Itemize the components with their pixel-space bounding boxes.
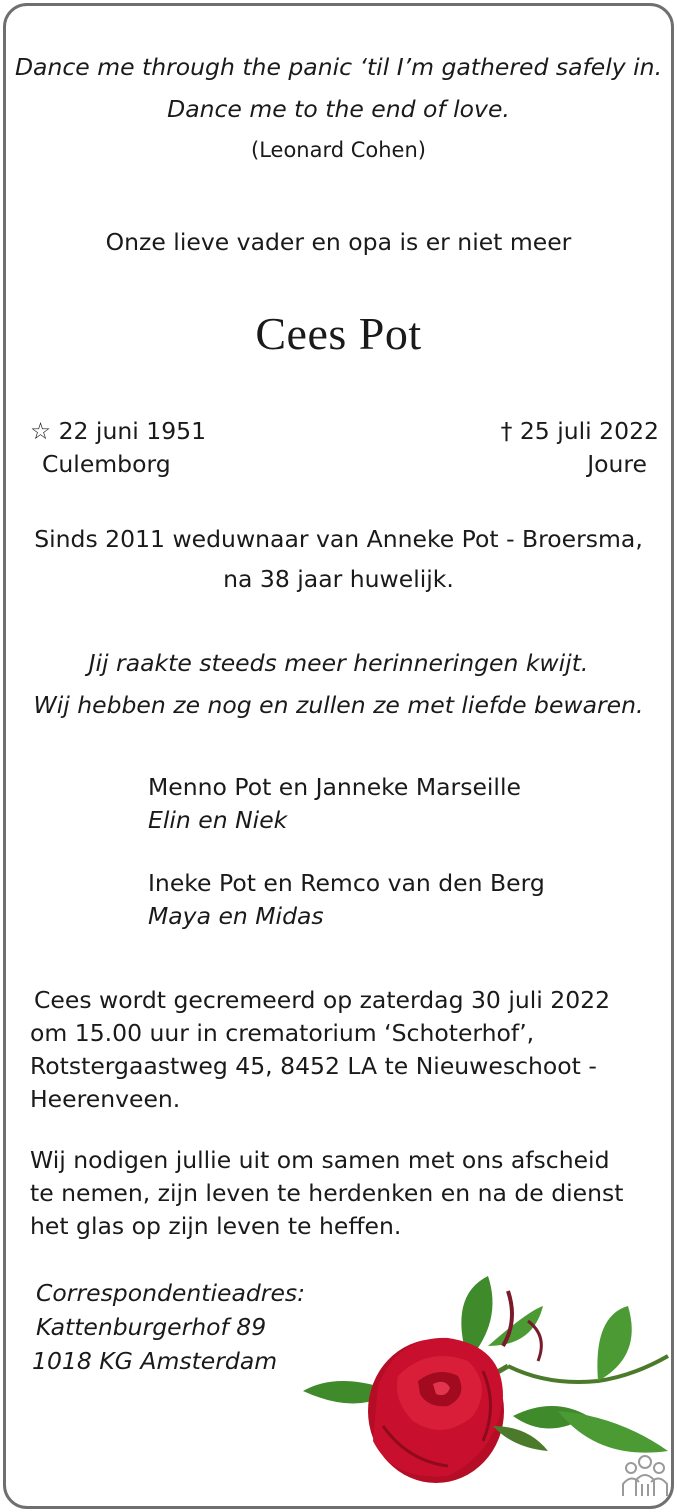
rose-icon bbox=[298, 1276, 671, 1501]
birth-date-text: 22 juni 1951 bbox=[58, 417, 207, 445]
correspondence-street: Kattenburgerhof 89 bbox=[36, 1313, 267, 1341]
invitation-line-2: te nemen, zijn leven te herdenken en na de dienst bbox=[30, 1179, 624, 1207]
family-children-2: Maya en Midas bbox=[148, 902, 324, 930]
death-date-text: 25 juli 2022 bbox=[519, 417, 659, 445]
cremation-line-2: om 15.00 uur in crematorium ‘Schoterhof’, bbox=[30, 1019, 535, 1047]
correspondence-label: Correspondentieadres: bbox=[36, 1279, 306, 1307]
birth-place: Culemborg bbox=[42, 450, 171, 478]
intro-text: Onze lieve vader en opa is er niet meer bbox=[105, 228, 572, 256]
memory-line-2: Wij hebben ze nog en zullen ze met liefde bewaren. bbox=[33, 691, 644, 719]
obituary-card bbox=[3, 3, 674, 1509]
family-children-1: Elin en Niek bbox=[148, 806, 288, 834]
memory-line-1: Jij raakte steeds meer herinneringen kwijt. bbox=[88, 649, 589, 677]
birth-date bbox=[30, 416, 206, 446]
quote-author: (Leonard Cohen) bbox=[251, 138, 426, 162]
cremation-line-4: Heerenveen. bbox=[30, 1085, 181, 1113]
invitation-line-3: het glas op zijn leven te heffen. bbox=[30, 1212, 402, 1240]
quote-line-1: Dance me through the panic ‘til I’m gathered safely in. bbox=[14, 53, 663, 81]
widower-line-2: na 38 jaar huwelijk. bbox=[223, 565, 454, 593]
cross-icon: † bbox=[500, 417, 513, 445]
family-parents-1: Menno Pot en Janneke Marseille bbox=[148, 773, 521, 801]
cremation-line-3: Rotstergaastweg 45, 8452 LA te Nieuweschoot - bbox=[30, 1052, 597, 1080]
death-place: Joure bbox=[587, 450, 647, 478]
star-icon: ☆ bbox=[30, 417, 52, 445]
widower-line-1: Sinds 2011 weduwnaar van Anneke Pot - Broersma, bbox=[34, 525, 643, 553]
deceased-name: Cees Pot bbox=[255, 308, 422, 359]
quote-line-2: Dance me to the end of love. bbox=[167, 95, 510, 123]
correspondence-city: 1018 KG Amsterdam bbox=[32, 1347, 278, 1375]
invitation-line-1: Wij nodigen jullie uit om samen met ons afscheid bbox=[30, 1146, 610, 1174]
cremation-line-1: Cees wordt gecremeerd op zaterdag 30 juli 2022 bbox=[34, 986, 611, 1014]
family-parents-2: Ineke Pot en Remco van den Berg bbox=[148, 869, 545, 897]
death-date bbox=[501, 416, 659, 446]
people-group-icon bbox=[620, 1454, 670, 1498]
